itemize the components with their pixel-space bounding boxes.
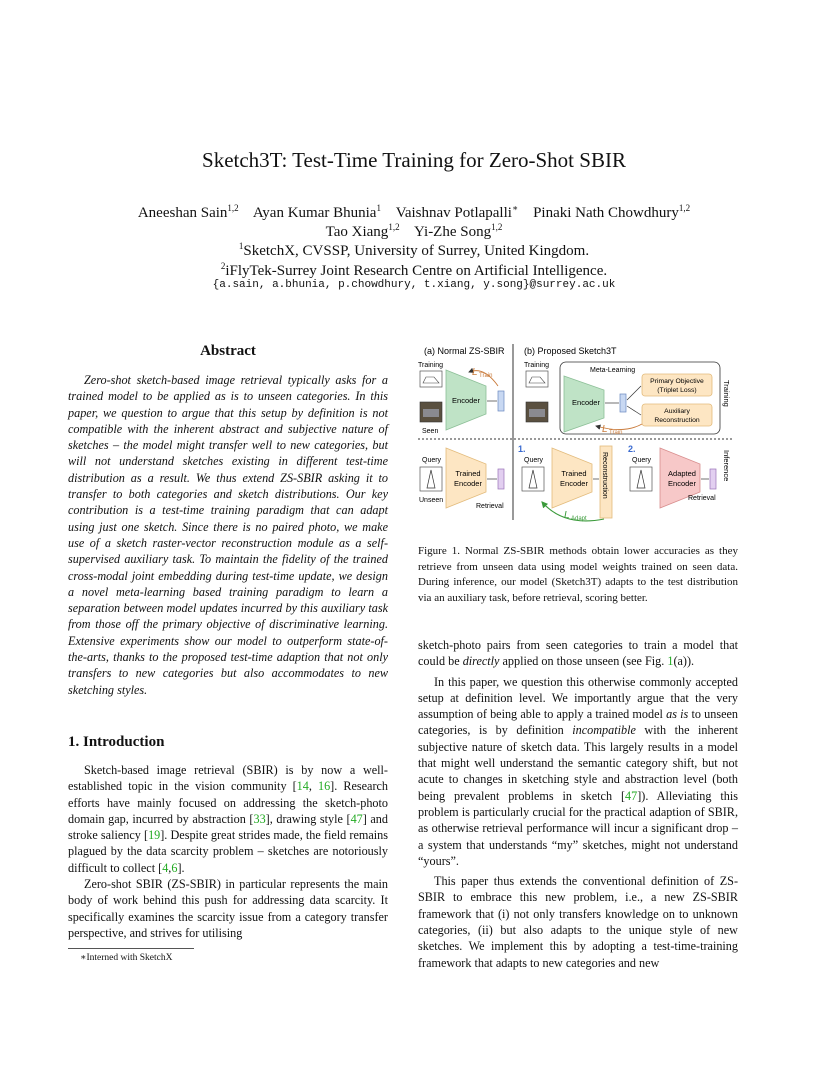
svg-text:1.: 1. (518, 444, 526, 454)
footnote-divider (68, 948, 194, 949)
intro-paragraph-2: Zero-shot SBIR (ZS-SBIR) in particular represents the main body of work behind this push for addressing data scarcity. It specifically examines the scarcity issue from a category transfer perspective, and strives for utilising (68, 877, 388, 940)
side-label-training: Training (722, 380, 731, 407)
citation-link[interactable]: 14 (296, 779, 309, 794)
citation-link[interactable]: 19 (148, 828, 161, 843)
citation-link[interactable]: 47 (625, 788, 638, 803)
svg-text:L: L (472, 367, 478, 378)
svg-text:Encoder: Encoder (668, 479, 696, 488)
svg-text:Training: Training (418, 362, 444, 369)
svg-text:Trained: Trained (455, 469, 481, 478)
trained-encoder-trapezoid (446, 448, 486, 508)
svg-text:Encoder: Encoder (572, 398, 600, 407)
svg-text:Adapted: Adapted (668, 469, 696, 478)
affiliation-1: $^1$SketchX, CVSSP, University of Surrey, United Kingdom. (238, 241, 590, 259)
author-name: Aneeshan Sain (137, 205, 228, 221)
embedding-bar (498, 469, 504, 489)
author-emails: {a.sain, a.bhunia, p.chowdhury, t.xiang, y.song}@surrey.ac.uk (212, 279, 616, 291)
embedding-bar (498, 391, 504, 411)
svg-text:Retrieval: Retrieval (688, 495, 716, 502)
citation-link[interactable]: 16 (317, 779, 331, 794)
svg-text:Primary Objective: Primary Objective (650, 378, 704, 385)
svg-text:Meta-Learning: Meta-Learning (590, 367, 636, 374)
intro-paragraph-1: Sketch-based image retrieval (SBIR) is by now a well-established topic in the vision community [14, 16]. Research efforts have mainly focused on addressing the sketch-photo domain gap, incurred by abstraction [33], drawing style [47] and stroke saliency [19]. Despite great strides made, the field remains plagued by the data scarcity problem – sketches are notoriously difficult to collect [4,6]. (68, 763, 389, 875)
citation-link[interactable]: 4 (162, 860, 169, 875)
author-line-2: Tao Xiang$^{1,2}$ Yi-Zhe Song$^{1,2}$ (325, 222, 503, 240)
embedding-bar (710, 469, 716, 489)
right-paragraph-2: In this paper, we question this otherwise commonly accepted setup at definition level. We importantly argue that the very assumption of being able to apply a trained model as is to unseen categories, is by definition incompatible with the inherent subjective nature of sketch data. This largely results in a model that might well understand the semantic category shift, but not acute to changes in sketching style and abstraction level (both being prevalent problems in sketch [47]). Alleviating this problem is particularly crucial for the practical adaption of SBIR, as otherwise retrieval performance will incur a significant drop – a system that understands “my” sketches, might not understand “yours”. (418, 674, 739, 868)
svg-text:Auxiliary: Auxiliary (664, 408, 690, 415)
right-column-body (418, 637, 738, 971)
svg-text:Query: Query (422, 457, 442, 464)
intro-body (68, 762, 388, 941)
svg-text:2.: 2. (628, 444, 636, 454)
abstract-heading: Abstract (200, 343, 256, 359)
figure-reference-link[interactable]: 1 (667, 654, 674, 669)
author-name: Yi-Zhe Song (414, 224, 492, 240)
svg-text:L: L (564, 510, 570, 521)
svg-text:Adapt: Adapt (571, 516, 587, 522)
author-name: Vaishnav Potlapalli (395, 205, 512, 221)
svg-text:Query: Query (632, 457, 652, 464)
svg-text:Query: Query (524, 457, 544, 464)
citation-link[interactable]: 6 (171, 860, 178, 875)
sketch-thumbnail (526, 371, 548, 387)
side-label-inference: Inference (722, 450, 731, 482)
abstract-text: Zero-shot sketch-based image retrieval typically asks for a trained model to be applied as is to unseen categories. In this paper, we question to argue that this setup by definition is not compatible with the inherent abstract and subjective nature of sketches – the model might transfer well to new categories, but will not understand sketches existing in different test-time distribution as a result. We thus extend ZS-SBIR asking it to transfer to both categories and sketch distributions. Our key contribution is a test-time training paradigm that can adapt using just one sketch. Since there is no paired photo, we make use of a sketch raster-vector reconstruction module as a self-supervised auxiliary task. To maintain the fidelity of the trained cross-modal joint embedding during test-time update, we design a novel meta-learning based training paradigm to learn a separation between model updates incurred by this auxiliary task from those off the primary objective of discriminative learning. Extensive experiments show our model to outperform state-of-the-arts, thanks to the proposed test-time adaption that not only transfers to new categories but also accommodates to new sketching styles. (68, 373, 388, 697)
svg-text:Seen: Seen (422, 428, 439, 435)
svg-text:Trained: Trained (561, 469, 587, 478)
figure-caption: Figure 1. Normal ZS-SBIR methods obtain lower accuracies as they retrieve from unseen data using model weights trained on seen data. During inference, our model (Sketch3T) adapts to the test distribution via an auxiliary task, before retrieval, scoring better. (418, 545, 738, 604)
panel-a-title: (a) Normal ZS-SBIR (424, 346, 505, 356)
affiliation-2: $^2$iFlyTek-Surrey Joint Research Centre on Artificial Intelligence. (220, 261, 608, 279)
svg-text:Retrieval: Retrieval (476, 503, 504, 510)
svg-text:L: L (602, 424, 608, 435)
figure-1 (414, 342, 744, 527)
author-name: Ayan Kumar Bhunia (252, 205, 377, 221)
paper-title: Sketch3T: Test-Time Training for Zero-Shot SBIR (202, 148, 626, 172)
svg-text:Encoder: Encoder (560, 479, 588, 488)
svg-text:(Triplet Loss): (Triplet Loss) (657, 387, 697, 394)
right-paragraph-1: sketch-photo pairs from seen categories to train a model that could be directly applied on those unseen (see Fig. 1(a)). (418, 638, 738, 669)
section-heading-introduction: 1. Introduction (68, 734, 165, 750)
svg-text:Unseen: Unseen (419, 497, 444, 504)
svg-text:Encoder: Encoder (454, 479, 482, 488)
sketch-thumbnail (420, 371, 442, 387)
author-line-1: Aneeshan Sain$^{1,2}$ Ayan Kumar Bhunia$^1$ Vaishnav Potlapalli∗ Pinaki Nath Chowdhury$^{1,2}$ (137, 203, 691, 221)
svg-text:Train: Train (479, 373, 493, 379)
embedding-bar (620, 394, 626, 412)
author-name: Pinaki Nath Chowdhury (533, 205, 679, 221)
citation-link[interactable]: 47 (350, 811, 363, 826)
svg-text:Reconstruction: Reconstruction (601, 452, 608, 499)
trained-encoder-trapezoid (552, 448, 592, 508)
author-name: Tao Xiang (325, 224, 389, 240)
svg-text:Encoder: Encoder (452, 396, 480, 405)
citation-link[interactable]: 33 (253, 811, 266, 826)
right-paragraph-3: This paper thus extends the conventional definition of ZS-SBIR to embrace this new problem, i.e., a new ZS-SBIR framework that (i) not only transfers knowledge on to unknown categories, (ii) but also adapts to the unique style of new sketches. We implement this by adopting a test-time-training framework that adapts to new categories and new (418, 874, 738, 970)
panel-b-title: (b) Proposed Sketch3T (524, 346, 617, 356)
svg-text:Reconstruction: Reconstruction (654, 417, 700, 424)
svg-text:Training: Training (524, 362, 550, 369)
footnote: ∗Interned with SketchX (80, 953, 173, 963)
svg-text:Train: Train (609, 430, 623, 436)
